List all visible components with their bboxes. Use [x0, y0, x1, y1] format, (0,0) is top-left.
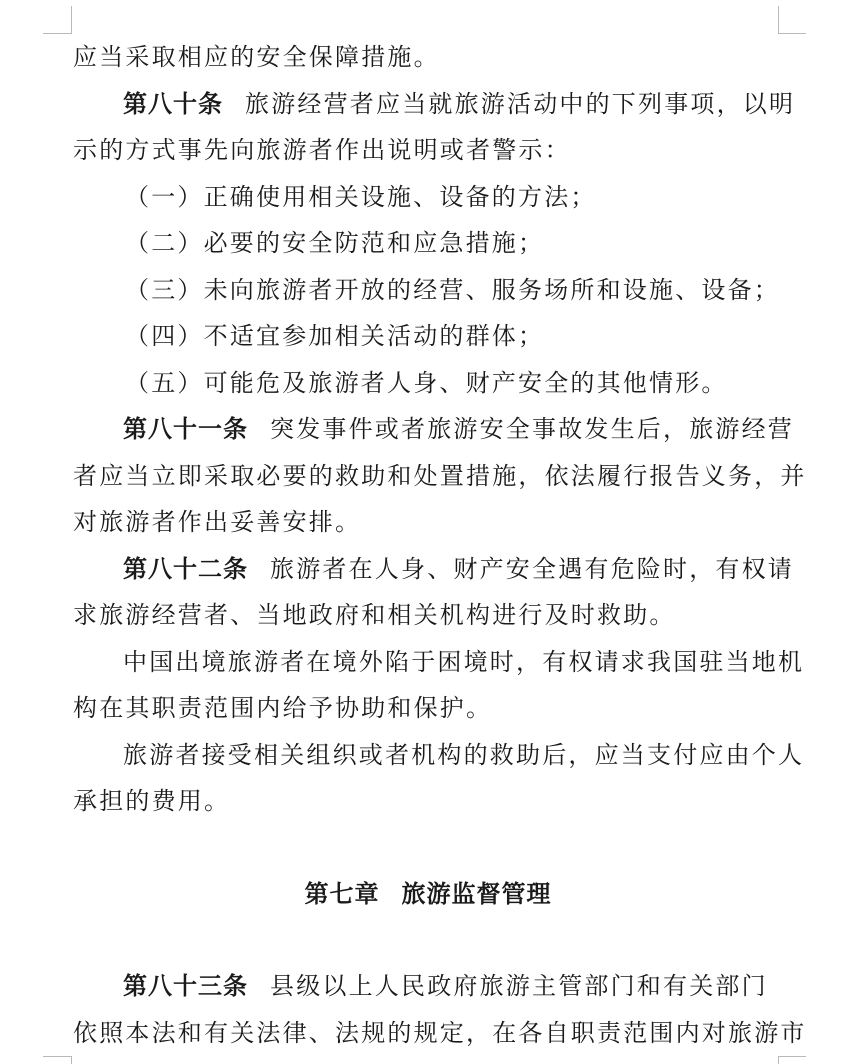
- chapter-title: 旅游监督管理: [401, 879, 552, 908]
- article-number: 第八十二条: [123, 554, 248, 583]
- document-body: [73, 34, 807, 1056]
- crop-mark-top-right-vertical: [778, 6, 779, 34]
- list-item: （二）必要的安全防范和应急措施；: [125, 229, 545, 257]
- crop-mark-bottom-right-horizontal: [778, 1056, 806, 1057]
- paragraph-line: 旅游者接受相关组织或者机构的救助后，应当支付应由个人: [123, 740, 805, 769]
- article-number: 第八十一条: [123, 415, 248, 443]
- chapter-heading: [73, 871, 783, 918]
- list-item: （四）不适宜参加相关活动的群体；: [125, 322, 545, 350]
- list-item: （五）可能危及旅游者人身、财产安全的其他情形。: [125, 368, 728, 397]
- article-number: 第八十条: [123, 89, 223, 118]
- article-81-first-line: [73, 406, 794, 453]
- article-number: 第八十三条: [123, 972, 248, 1000]
- crop-mark-bottom-left-horizontal: [43, 1056, 71, 1057]
- paragraph-line: 者应当立即采取必要的救助和处置措施，依法履行报告义务，并: [73, 461, 807, 490]
- paragraph-line: 示的方式事先向旅游者作出说明或者警示：: [73, 136, 571, 164]
- article-text: 突发事件或者旅游安全事故发生后，旅游经营: [270, 415, 794, 443]
- crop-mark-bottom-right-vertical: [778, 1056, 779, 1064]
- paragraph-line: 承担的费用。: [73, 787, 231, 815]
- paragraph-line: 对旅游者作出妥善安排。: [73, 508, 362, 536]
- crop-mark-top-left-horizontal: [43, 33, 71, 34]
- article-82-first-line: [73, 546, 794, 593]
- crop-mark-top-left-vertical: [71, 6, 72, 34]
- article-text: 县级以上人民政府旅游主管部门和有关部门: [270, 972, 768, 1000]
- crop-mark-bottom-left-vertical: [71, 1056, 72, 1064]
- article-80-first-line: [73, 81, 796, 128]
- list-item: （三）未向旅游者开放的经营、服务场所和设施、设备；: [125, 275, 780, 304]
- chapter-number: 第七章: [304, 879, 380, 908]
- paragraph-line: 应当采取相应的安全保障措施。: [73, 43, 440, 71]
- paragraph-line: 中国出境旅游者在境外陷于困境时，有权请求我国驻当地机: [123, 647, 805, 676]
- article-83-first-line: [73, 963, 783, 1010]
- article-text: 旅游者在人身、财产安全遇有危险时，有权请: [270, 554, 794, 583]
- paragraph-line: 求旅游经营者、当地政府和相关机构进行及时救助。: [73, 601, 676, 629]
- paragraph-line: 构在其职责范围内给予协助和保护。: [73, 694, 493, 722]
- article-text: 旅游经营者应当就旅游活动中的下列事项，以明: [245, 89, 796, 118]
- list-item: （一）正确使用相关设施、设备的方法；: [125, 182, 597, 211]
- paragraph-line: 依照本法和有关法律、法规的规定，在各自职责范围内对旅游市: [73, 1018, 807, 1047]
